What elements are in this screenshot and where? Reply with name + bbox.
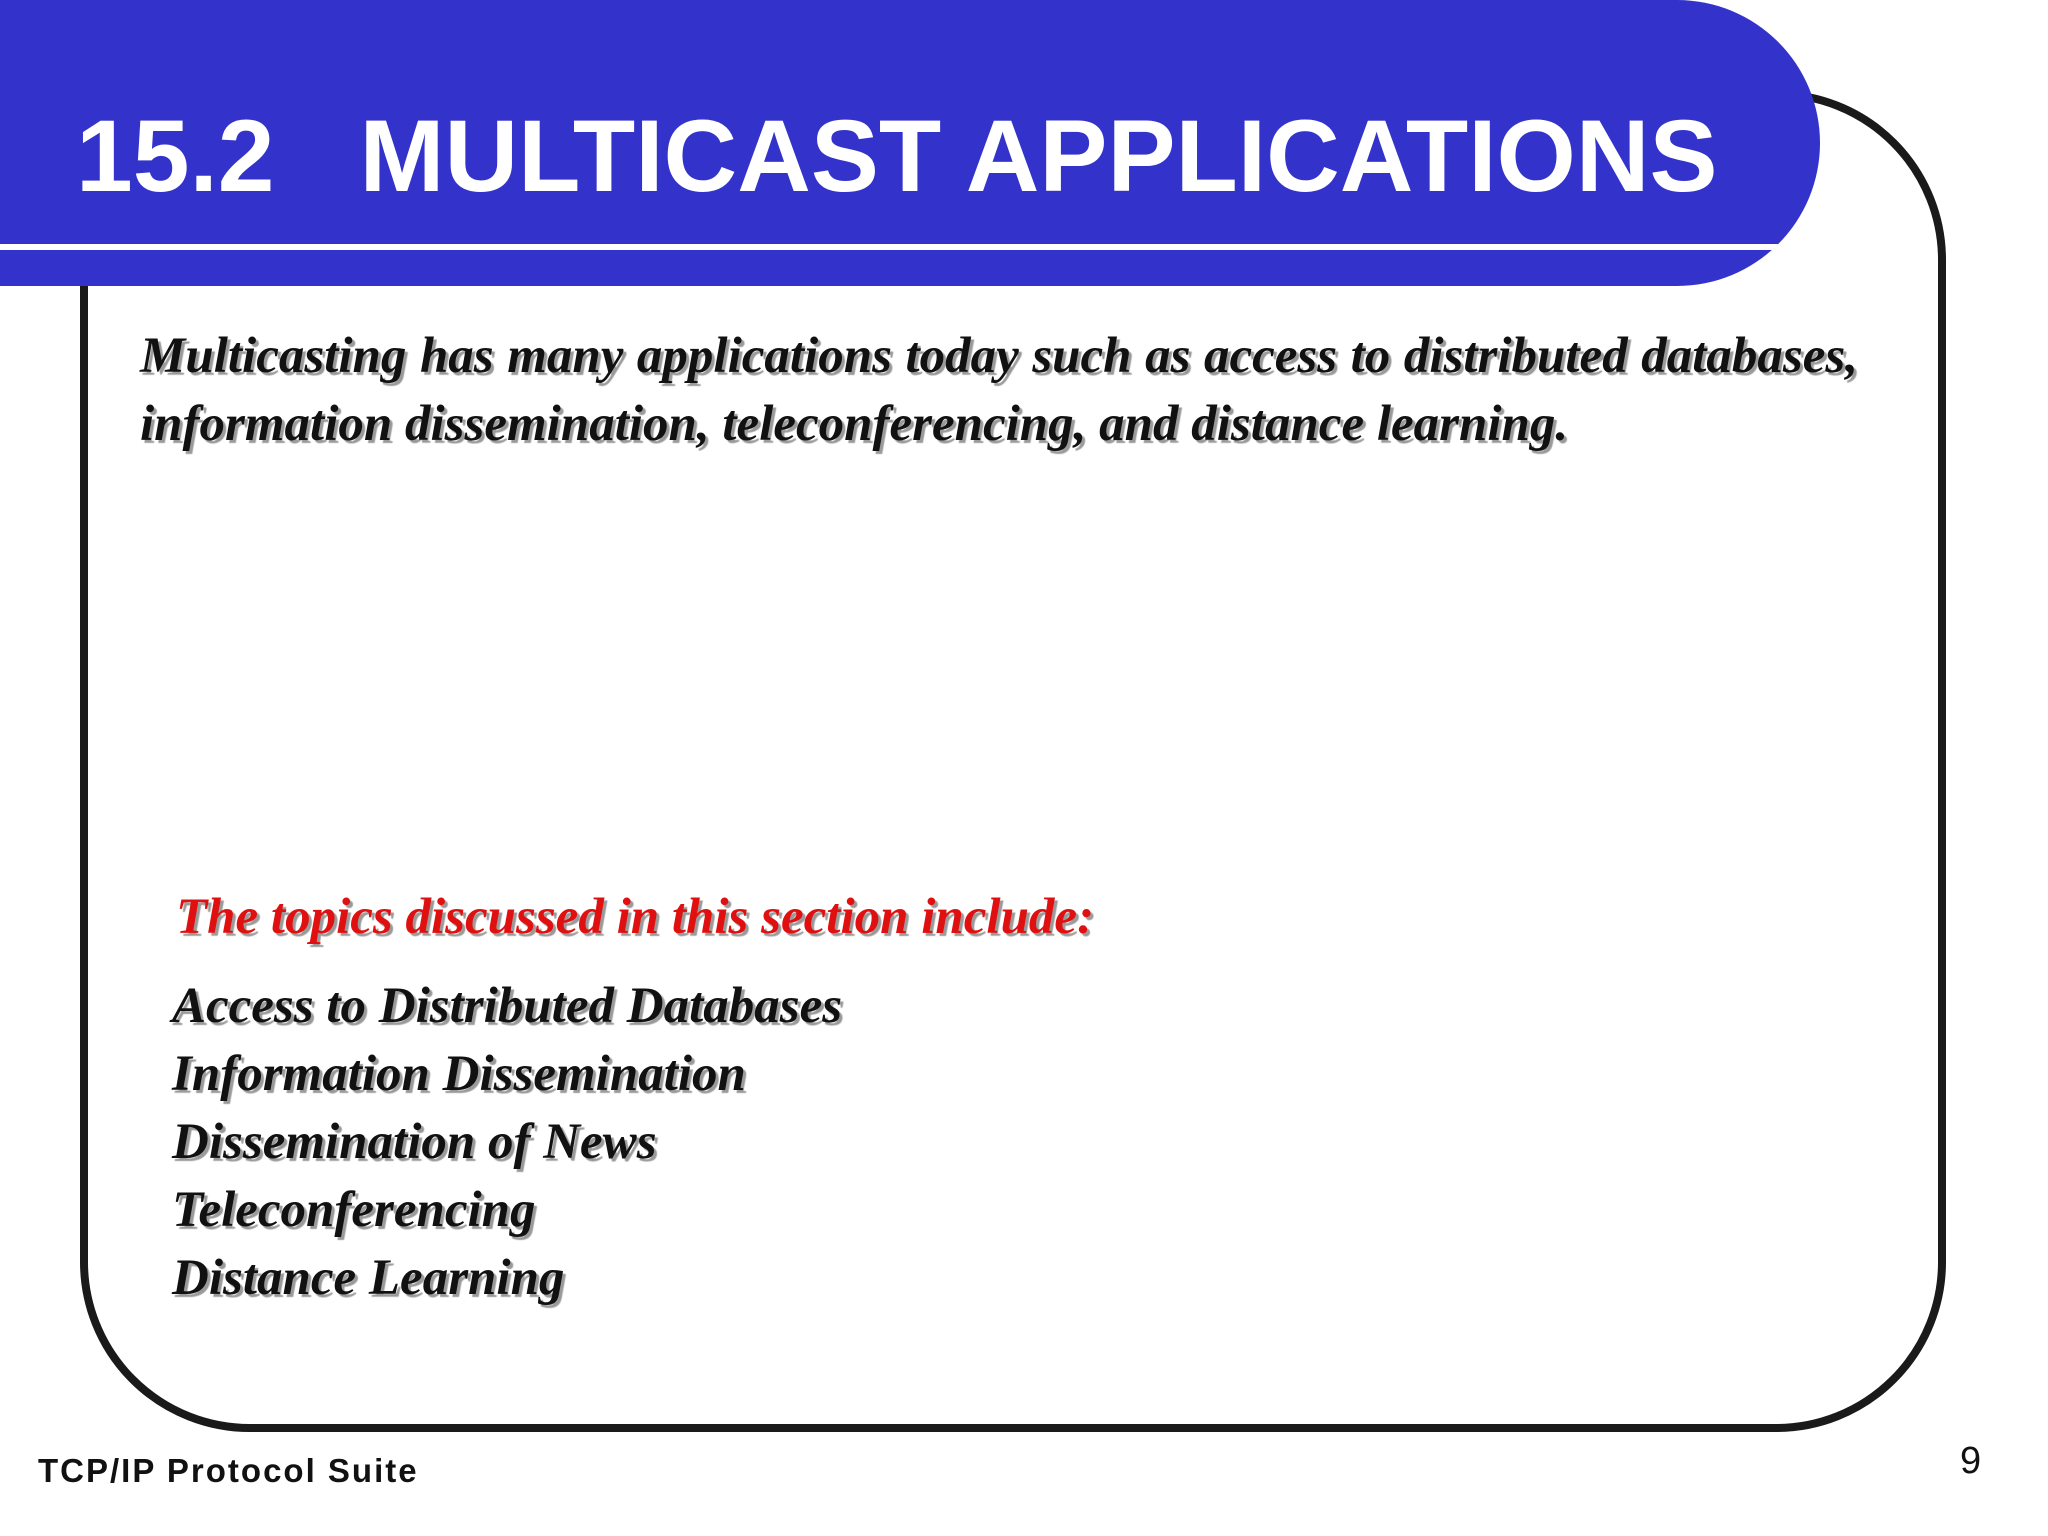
topic-item: Teleconferencing <box>172 1182 536 1238</box>
title-underline-rule <box>0 244 1800 250</box>
topic-item: Dissemination of News <box>172 1114 657 1170</box>
topics-heading: The topics discussed in this section include: <box>176 889 1095 945</box>
topic-item: Distance Learning <box>172 1250 565 1306</box>
page-number: 9 <box>1960 1440 1982 1482</box>
title-band <box>0 0 1820 286</box>
topic-list <box>172 972 842 1312</box>
topic-item: Information Dissemination <box>172 1046 746 1102</box>
topic-item: Access to Distributed Databases <box>172 978 843 1034</box>
intro-paragraph: Multicasting has many applications today such as access to distributed databases, information dissemination, teleconferencing, and distance learning. <box>140 328 1858 452</box>
footer-text: TCP/IP Protocol Suite <box>38 1452 419 1489</box>
slide-title: 15.2 MULTICAST APPLICATIONS <box>76 99 1718 213</box>
